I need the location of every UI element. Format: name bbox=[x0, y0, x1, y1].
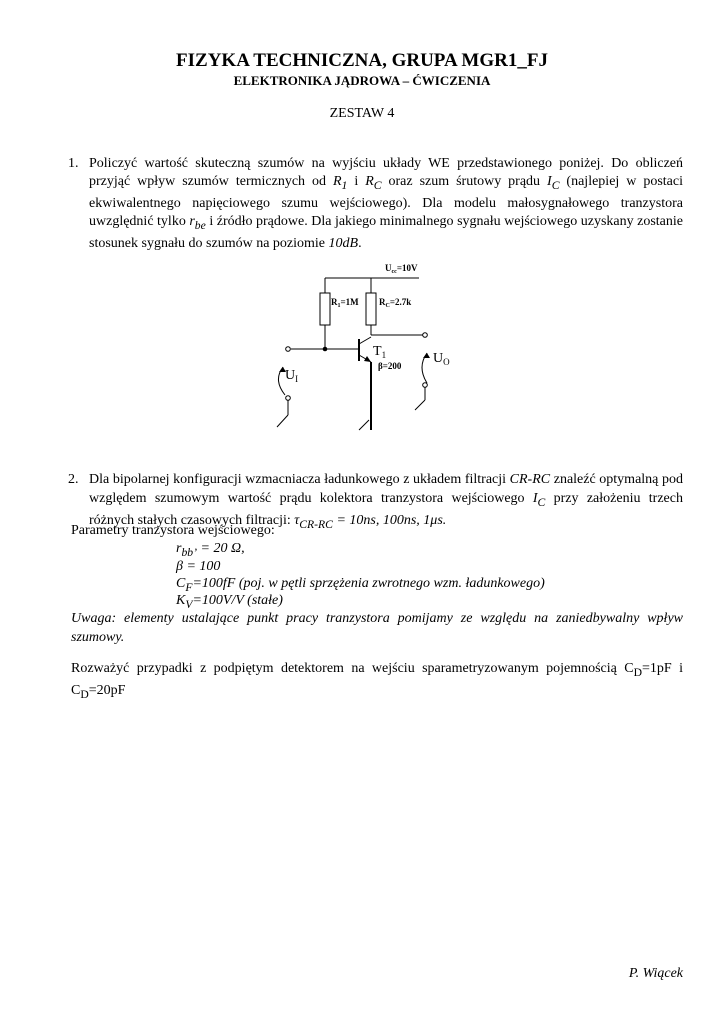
problem-1-text: Policzyć wartość skuteczną szumów na wyjściu układy WE przedstawionego poniżej. Do obliczeń przyjąć wpływ szumów termicznych od $R_1$ i $R_C$ oraz szum śrutowy prądu $I_C$ (najlepiej w postaci ekwiwalentnego napięciowego szumu wejściowego). Dla modelu małosygnałowego tranzystora uwzględnić tylko $r_{be}$ i źródło prądowe. Dla jakiego minimalnego sygnału wejściowego uzyskany zostanie stosunek sygnału do szumów na poziomie 10dB. bbox=[89, 156, 683, 252]
ce-amplifier-circuit bbox=[255, 255, 455, 440]
note-text: Uwaga: elementy ustalające punkt pracy tranzystora pomijamy ze względu na zaniedbywalny wpływ szumowy. bbox=[71, 611, 683, 645]
uo-label: $U_O$ bbox=[433, 351, 450, 367]
beta-label: β=200 bbox=[378, 361, 402, 371]
problem-1-number: 1. bbox=[68, 156, 79, 171]
params-heading: Parametry tranzystora wejściowego: bbox=[71, 523, 275, 538]
transistor-label: $T_1$ bbox=[373, 344, 387, 360]
input-terminal bbox=[286, 347, 291, 352]
param-rbb: $r_{bb’} = 20$ Ω, bbox=[176, 541, 245, 559]
r1-resistor bbox=[320, 293, 330, 325]
param-beta: β = 100 bbox=[176, 559, 221, 574]
param-kv: $K_V=100V/V$ (stałe) bbox=[176, 593, 283, 611]
param-cf: $C_F=100fF$ (poj. w pętli sprzężenia zwrotnego wzm. ładunkowego) bbox=[176, 576, 545, 594]
problem-2-number: 2. bbox=[68, 472, 79, 487]
ucc-label: $U_{cc}=10V$ bbox=[385, 263, 418, 275]
document-title: FIZYKA TECHNICZNA, GRUPA MGR1_FJ bbox=[176, 50, 548, 71]
problem-1 bbox=[69, 155, 683, 254]
author-signature: P. Wiącek bbox=[628, 966, 683, 981]
output-ground-terminal bbox=[423, 383, 428, 388]
rc-label: $R_C=2.7k$ bbox=[379, 297, 412, 309]
problem-2-text: Dla bipolarnej konfiguracji wzmacniacza ładunkowego z układem filtracji CR-RC znaleźć optymalną pod względem szumowym wartość prądu kolektora tranzystora wejściowego $I_C$ przy założeniu trzech różnych stałych czasowych filtracji: $\tau_{CR-RC} = 10ns$, 100ns, 1μs. bbox=[89, 472, 683, 531]
input-ground-terminal bbox=[286, 396, 291, 401]
document-subtitle: ELEKTRONIKA JĄDROWA – ĆWICZENIA bbox=[233, 73, 491, 88]
rc-resistor bbox=[366, 293, 376, 325]
set-heading: ZESTAW 4 bbox=[329, 106, 395, 121]
output-terminal bbox=[423, 333, 428, 338]
consider-text: Rozważyć przypadki z podpiętym detektorem na wejściu sparametryzowanym pojemnością $C_D=1pF$ i $C_D=20pF$ bbox=[71, 661, 683, 702]
r1-label: $R_1=1M$ bbox=[331, 297, 359, 309]
ui-label: $U_I$ bbox=[285, 368, 299, 384]
